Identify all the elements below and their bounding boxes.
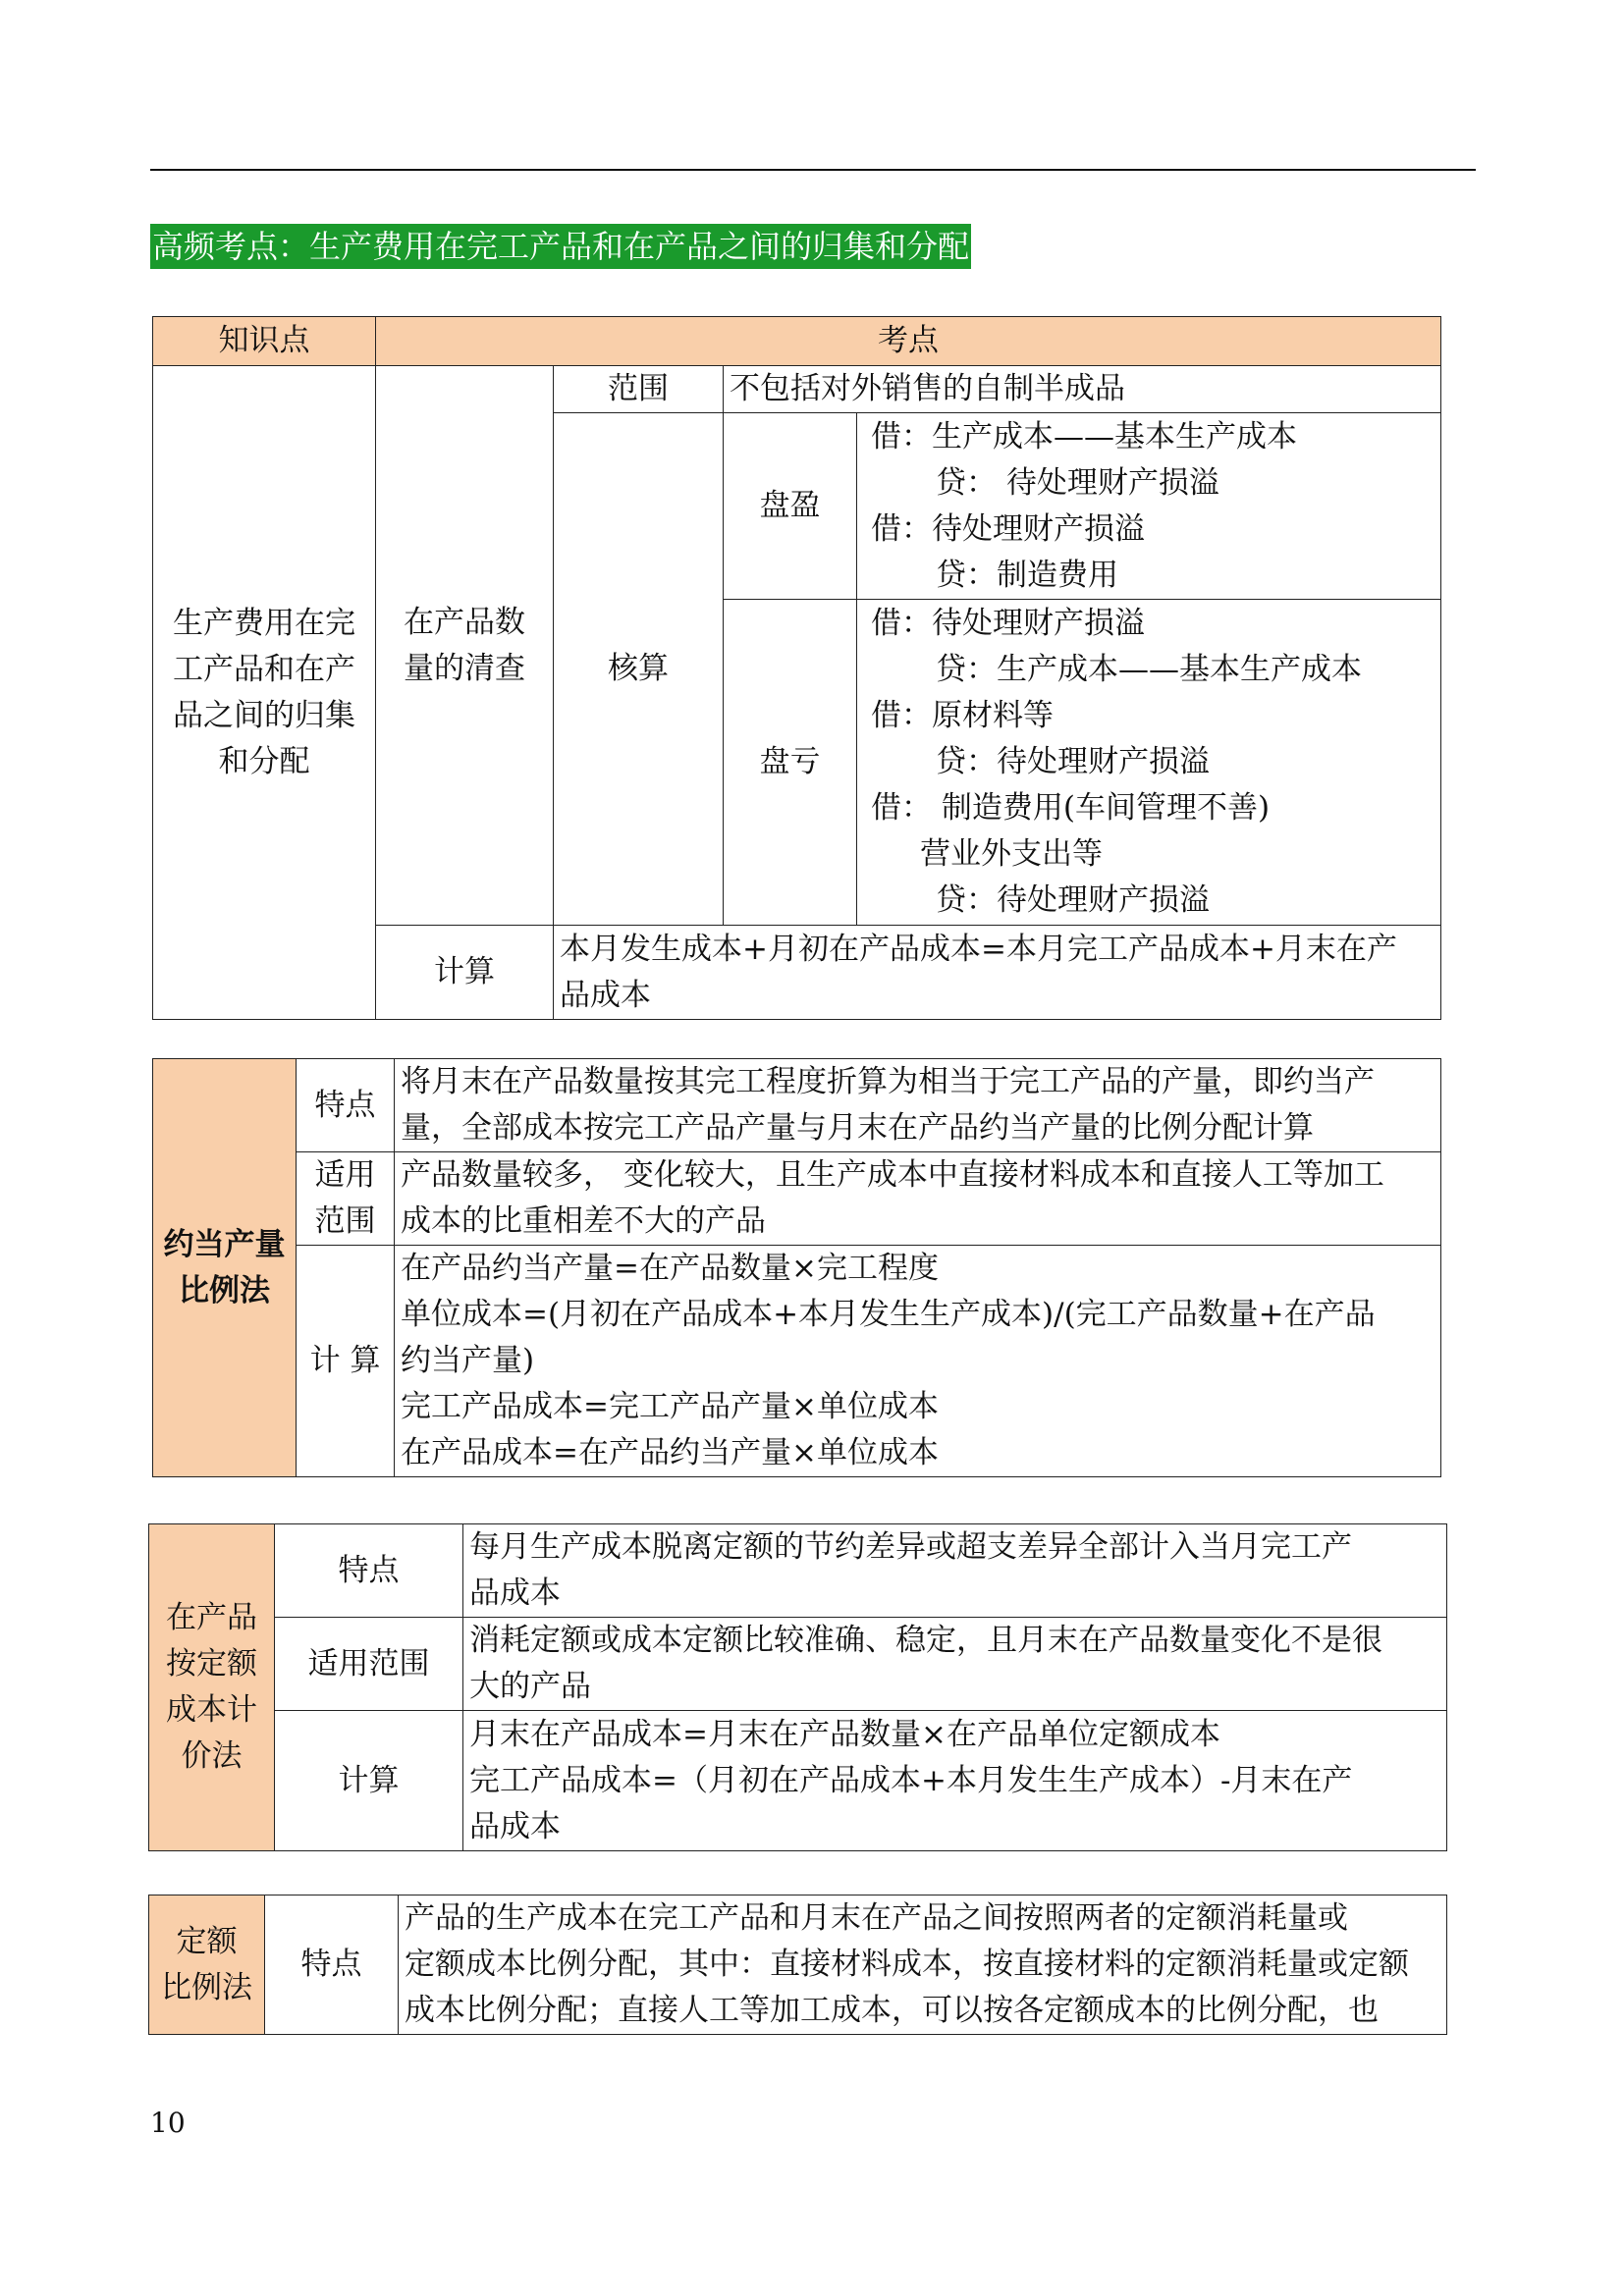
scope-text: 不包括对外销售的自制半成品 [724,366,1441,413]
calc-text: 在产品约当产量=在产品数量×完工程度 单位成本=(月初在产品成本+本月发生生产成本)/(完工产品数量+在产品 约当产量) 完工产品成本=完工产品产量×单位成本 在产品成本=在产品约当产量×单位成本 [395,1246,1441,1477]
table-equivalent-units [152,1058,1441,1477]
page-number: 10 [150,2107,186,2139]
section-heading: 高频考点：生产费用在完工产品和在产品之间的归集和分配 [150,224,971,269]
calc-label: 计算 [275,1711,463,1851]
feature-label: 特点 [297,1059,395,1152]
table-standard-cost [148,1523,1447,1851]
accounting-label: 核算 [554,413,724,926]
scope-text: 产品数量较多， 变化较大，且生产成本中直接材料成本和直接人工等加工 成本的比重相差不大的产品 [395,1152,1441,1246]
shortage-label: 盘亏 [724,600,857,926]
table-quota-ratio [148,1895,1447,2035]
header-knowledge: 知识点 [153,317,376,366]
feature-text: 每月生产成本脱离定额的节约差异或超支差异全部计入当月完工产 品成本 [463,1524,1447,1618]
method-label-quota-ratio: 定额 比例法 [149,1896,265,2035]
topic-cell: 在产品数 量的清查 [376,366,554,926]
feature-label: 特点 [275,1524,463,1618]
calc-label: 计 算 [297,1246,395,1477]
shortage-entries: 借：待处理财产损溢 贷：生产成本——基本生产成本 借：原材料等 贷：待处理财产损溢 借： 制造费用(车间管理不善) 营业外支出等 贷：待处理财产损溢 [857,600,1441,926]
feature-label: 特点 [265,1896,399,2035]
knowledge-cell: 生产费用在完 工产品和在产 品之间的归集 和分配 [153,366,376,1020]
surplus-entries: 借：生产成本——基本生产成本 贷： 待处理财产损溢 借：待处理财产损溢 贷：制造费用 [857,413,1441,600]
scope-label: 适用 范围 [297,1152,395,1246]
calc-text: 月末在产品成本=月末在产品数量×在产品单位定额成本 完工产品成本=（月初在产品成本+本月发生生产成本）-月末在产 品成本 [463,1711,1447,1851]
method-label-standard-cost: 在产品 按定额 成本计 价法 [149,1524,275,1851]
calc-label: 计算 [376,926,554,1020]
header-points: 考点 [376,317,1441,366]
calc-text: 本月发生成本+月初在产品成本=本月完工产品成本+月末在产 品成本 [554,926,1441,1020]
scope-text: 消耗定额或成本定额比较准确、稳定，且月末在产品数量变化不是很 大的产品 [463,1618,1447,1711]
feature-text: 产品的生产成本在完工产品和月末在产品之间按照两者的定额消耗量或 定额成本比例分配，其中：直接材料成本，按直接材料的定额消耗量或定额 成本比例分配；直接人工等加工成本，可以按各定额成本的比例分配，也 [399,1896,1447,2035]
method-label-equivalent: 约当产量 比例法 [153,1059,297,1477]
header-rule [150,169,1476,171]
surplus-label: 盘盈 [724,413,857,600]
feature-text: 将月末在产品数量按其完工程度折算为相当于完工产品的产量，即约当产 量，全部成本按完工产品产量与月末在产品约当产量的比例分配计算 [395,1059,1441,1152]
table-inventory-count [152,316,1441,1020]
scope-label: 范围 [554,366,724,413]
scope-label: 适用范围 [275,1618,463,1711]
